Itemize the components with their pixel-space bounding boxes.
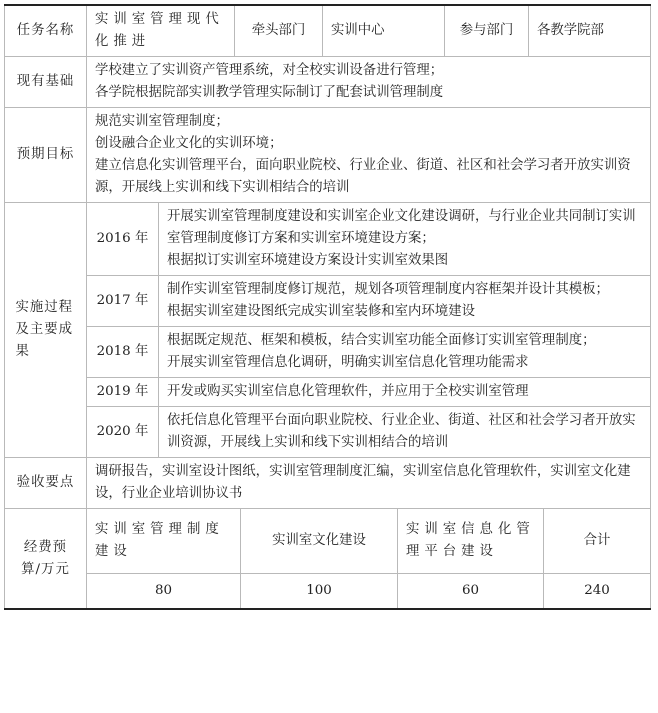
process-row-2020 bbox=[5, 407, 651, 458]
acceptance-content: 调研报告，实训室设计图纸，实训室管理制度汇编，实训室信息化管理软件，实训室文化建设，行业企业培训协议书 bbox=[87, 458, 651, 509]
process-line: 根据拟订实训室环境建设方案设计实训室效果图 bbox=[167, 253, 449, 268]
process-content bbox=[159, 276, 651, 327]
budget-item-name: 实训室管理制度建设 bbox=[87, 509, 241, 574]
process-year: 2018 年 bbox=[87, 327, 159, 378]
process-year: 2016 年 bbox=[87, 203, 159, 276]
basis-label: 现有基础 bbox=[5, 57, 87, 108]
budget-label bbox=[5, 509, 87, 609]
goals-row bbox=[5, 108, 651, 203]
process-content bbox=[159, 378, 651, 407]
process-line: 制作实训室管理制度修订规范，规划各项管理制度内容框架并设计其模板； bbox=[167, 282, 609, 297]
process-label-text: 实施过程及主要成果 bbox=[15, 300, 74, 359]
process-line: 开展实训室管理制度建设和实训室企业文化建设调研，与行业企业共同制订实训室管理制度修订方案和实训室环境建设方案； bbox=[167, 209, 636, 246]
goals-label: 预期目标 bbox=[5, 108, 87, 203]
task-name-value: 实训室管理现代化推进 bbox=[87, 5, 235, 57]
budget-item-value: 100 bbox=[241, 574, 398, 610]
process-content bbox=[159, 327, 651, 378]
process-line: 根据实训室建设图纸完成实训室装修和室内环境建设 bbox=[167, 304, 475, 319]
budget-item-name: 实训室文化建设 bbox=[241, 509, 398, 574]
budget-values-row bbox=[5, 574, 651, 610]
basis-content bbox=[87, 57, 651, 108]
process-line: 根据既定规范、框架和模板，结合实训室功能全面修订实训室管理制度； bbox=[167, 333, 596, 348]
participant-value: 各教学院部 bbox=[529, 5, 651, 57]
task-table bbox=[4, 4, 651, 509]
process-row-2019 bbox=[5, 378, 651, 407]
budget-label-text: 经费预算/万元 bbox=[21, 539, 70, 577]
process-line: 依托信息化管理平台面向职业院校、行业企业、街道、社区和社会学习者开放实训资源，开展线上实训和线下实训相结合的培训 bbox=[167, 413, 636, 450]
process-row-2017 bbox=[5, 276, 651, 327]
goal-line: 建立信息化实训管理平台，面向职业院校、行业企业、街道、社区和社会学习者开放实训资源，开展线上实训和线下实训相结合的培训 bbox=[95, 158, 631, 195]
process-row-2018 bbox=[5, 327, 651, 378]
budget-item-value: 240 bbox=[544, 574, 651, 610]
basis-row bbox=[5, 57, 651, 108]
budget-item-value: 80 bbox=[87, 574, 241, 610]
budget-item-name: 合计 bbox=[544, 509, 651, 574]
process-line: 开展实训室管理信息化调研，明确实训室信息化管理功能需求 bbox=[167, 355, 529, 370]
budget-item-value: 60 bbox=[398, 574, 544, 610]
budget-table bbox=[4, 509, 651, 610]
process-content bbox=[159, 203, 651, 276]
process-content bbox=[159, 407, 651, 458]
process-year: 2019 年 bbox=[87, 378, 159, 407]
goal-line: 创设融合企业文化的实训环境； bbox=[95, 136, 283, 151]
process-label bbox=[5, 203, 87, 458]
lead-dept-label: 牵头部门 bbox=[235, 5, 323, 57]
process-line: 开发或购买实训室信息化管理软件，并应用于全校实训室管理 bbox=[167, 384, 529, 399]
goals-content bbox=[87, 108, 651, 203]
process-row-2016 bbox=[5, 203, 651, 276]
process-year: 2017 年 bbox=[87, 276, 159, 327]
process-year: 2020 年 bbox=[87, 407, 159, 458]
budget-items-row bbox=[5, 509, 651, 574]
header-row bbox=[5, 5, 651, 57]
basis-line: 各学院根据院部实训教学管理实际制订了配套试训管理制度 bbox=[95, 85, 444, 100]
acceptance-label: 验收要点 bbox=[5, 458, 87, 509]
task-name-label: 任务名称 bbox=[5, 5, 87, 57]
goal-line: 规范实训室管理制度； bbox=[95, 114, 229, 129]
participant-label: 参与部门 bbox=[445, 5, 529, 57]
acceptance-row bbox=[5, 458, 651, 509]
lead-dept-value: 实训中心 bbox=[323, 5, 445, 57]
budget-item-name: 实训室信息化管理平台建设 bbox=[398, 509, 544, 574]
basis-line: 学校建立了实训资产管理系统，对全校实训设备进行管理； bbox=[95, 63, 444, 78]
task-sheet bbox=[4, 4, 650, 610]
